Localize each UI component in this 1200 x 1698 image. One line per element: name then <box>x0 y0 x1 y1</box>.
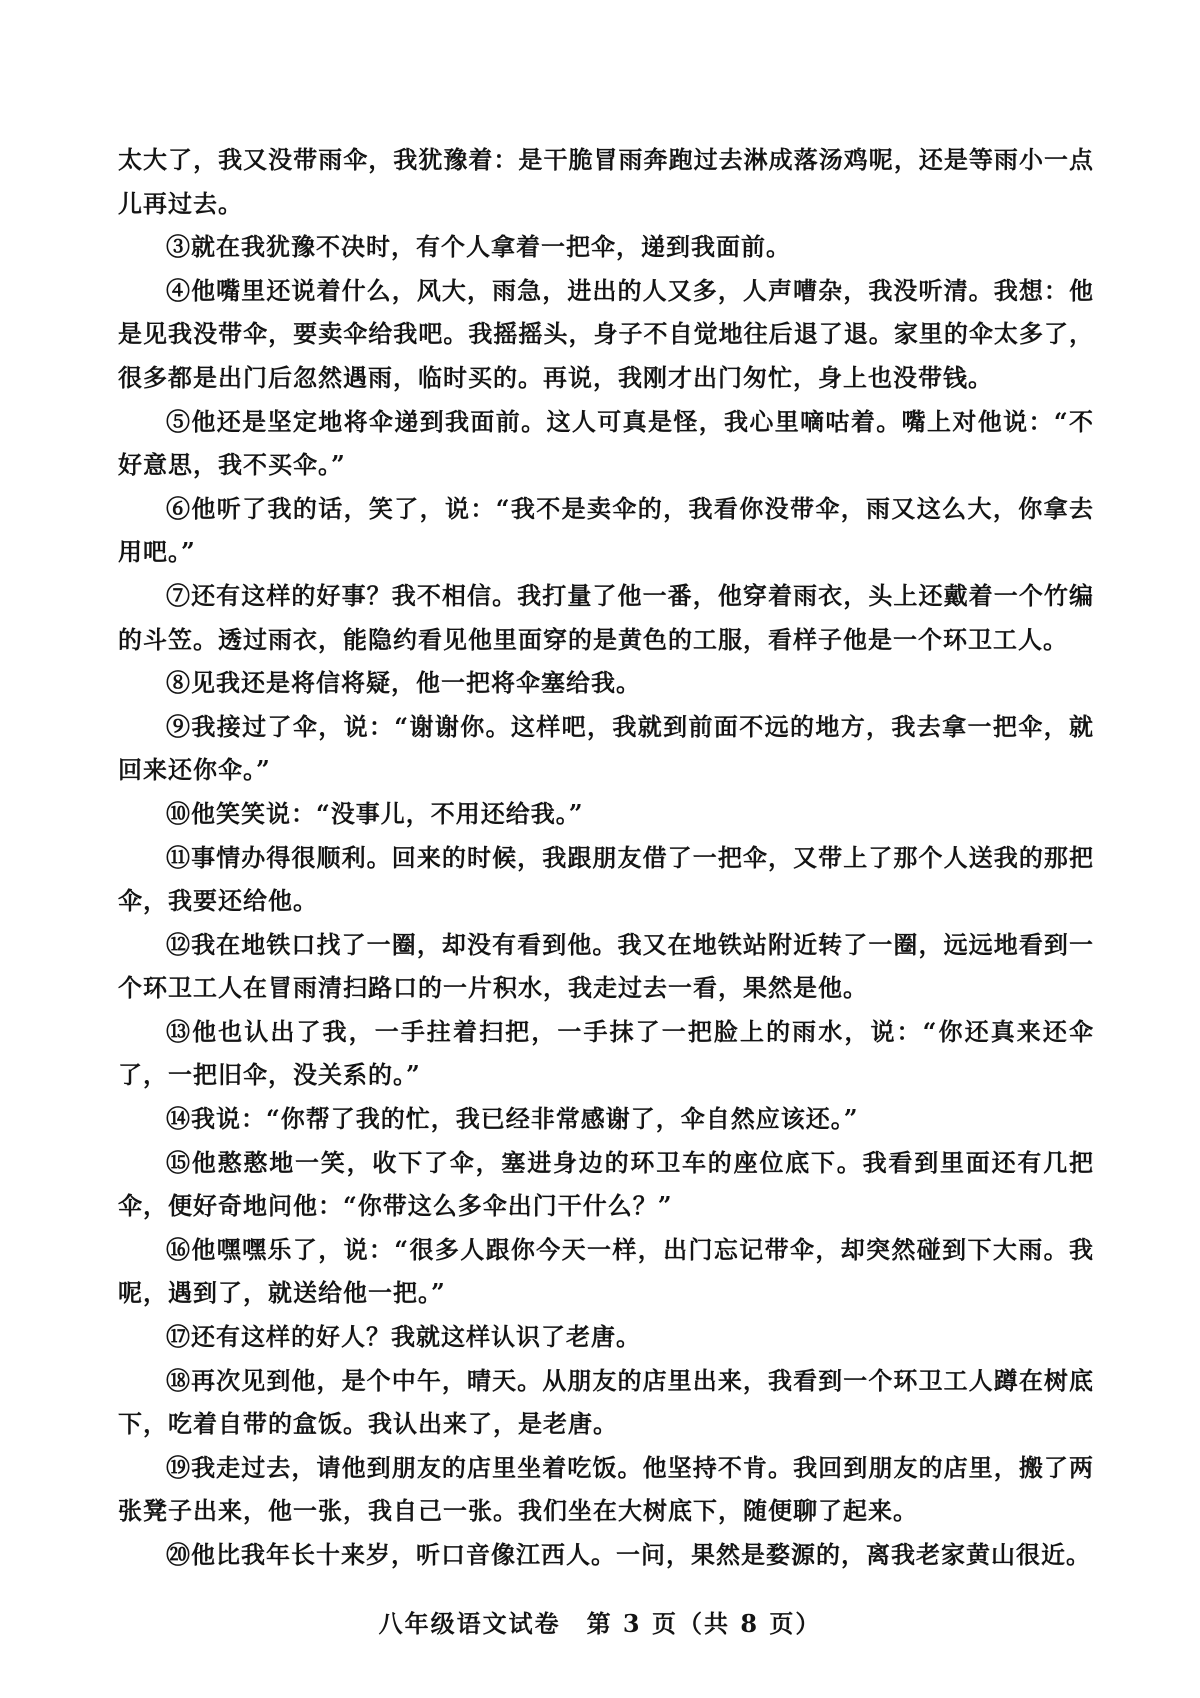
paragraph-11: ⑪事情办得很顺利。回来的时候，我跟朋友借了一把伞，又带上了那个人送我的那把伞，我要还给他。 <box>118 842 1094 916</box>
paragraph-15: ⑮他憨憨地一笑，收下了伞，塞进身边的环卫车的座位底下。我看到里面还有几把伞，便好奇地问他：“你带这么多伞出门干什么？” <box>118 1147 1094 1221</box>
paragraph-13: ⑬他也认出了我，一手拄着扫把，一手抹了一把脸上的雨水，说：“你还真来还伞了，一把旧伞，没关系的。” <box>118 1016 1094 1090</box>
paragraph-17: ⑰还有这样的好人？我就这样认识了老唐。 <box>166 1322 641 1352</box>
paragraph-14: ⑭我说：“你帮了我的忙，我已经非常感谢了，伞自然应该还。” <box>166 1104 859 1134</box>
paragraph-5: ⑤他还是坚定地将伞递到我面前。这人可真是怪，我心里嘀咕着。嘴上对他说：“不好意思，我不买伞。” <box>118 406 1094 480</box>
paragraph-6: ⑥他听了我的话，笑了，说：“我不是卖伞的，我看你没带伞，雨又这么大，你拿去用吧。” <box>118 493 1094 567</box>
paragraph-19: ⑲我走过去，请他到朋友的店里坐着吃饭。他坚持不肯。我回到朋友的店里，搬了两张凳子出来，他一张，我自己一张。我们坐在大树底下，随便聊了起来。 <box>118 1452 1094 1526</box>
paragraph-20: ⑳他比我年长十来岁，听口音像江西人。一问，果然是婺源的，离我老家黄山很近。 <box>166 1540 1091 1569</box>
paragraph-8: ⑧见我还是将信将疑，他一把将伞塞给我。 <box>166 668 641 698</box>
paragraph-10: ⑩他笑笑说：“没事儿，不用还给我。” <box>166 798 584 828</box>
paragraph-3: ③就在我犹豫不决时，有个人拿着一把伞，递到我面前。 <box>166 232 791 262</box>
paragraph-9: ⑨我接过了伞，说：“谢谢你。这样吧，我就到前面不远的地方，我去拿一把伞，就回来还你伞。” <box>118 711 1094 785</box>
page-footer: 八年级语文试卷 第 3 页（共 8 页） <box>378 1609 822 1638</box>
paragraph-continued: 太大了，我又没带雨伞，我犹豫着：是干脆冒雨奔跑过去淋成落汤鸡呢，还是等雨小一点儿再过去。 <box>118 145 1094 218</box>
paragraph-12: ⑫我在地铁口找了一圈，却没有看到他。我又在地铁站附近转了一圈，远远地看到一个环卫工人在冒雨清扫路口的一片积水，我走过去一看，果然是他。 <box>118 929 1094 1003</box>
paragraph-4: ④他嘴里还说着什么，风大，雨急，进出的人又多，人声嘈杂，我没听清。我想：他是见我没带伞，要卖伞给我吧。我摇摇头，身子不自觉地往后退了退。家里的伞太多了，很多都是出门后忽然遇雨，临时买的。再说，我刚才出门匆忙，身上也没带钱。 <box>118 275 1094 392</box>
paragraph-7: ⑦还有这样的好事？我不相信。我打量了他一番，他穿着雨衣，头上还戴着一个竹编的斗笠。透过雨衣，能隐约看见他里面穿的是黄色的工服，看样子他是一个环卫工人。 <box>118 580 1094 654</box>
paragraph-16: ⑯他嘿嘿乐了，说：“很多人跟你今天一样，出门忘记带伞，却突然碰到下大雨。我呢，遇到了，就送给他一把。” <box>118 1234 1094 1308</box>
passage-body <box>118 138 1094 1577</box>
paragraph-18: ⑱再次见到他，是个中午，晴天。从朋友的店里出来，我看到一个环卫工人蹲在树底下，吃着自带的盒饭。我认出来了，是老唐。 <box>118 1365 1094 1439</box>
